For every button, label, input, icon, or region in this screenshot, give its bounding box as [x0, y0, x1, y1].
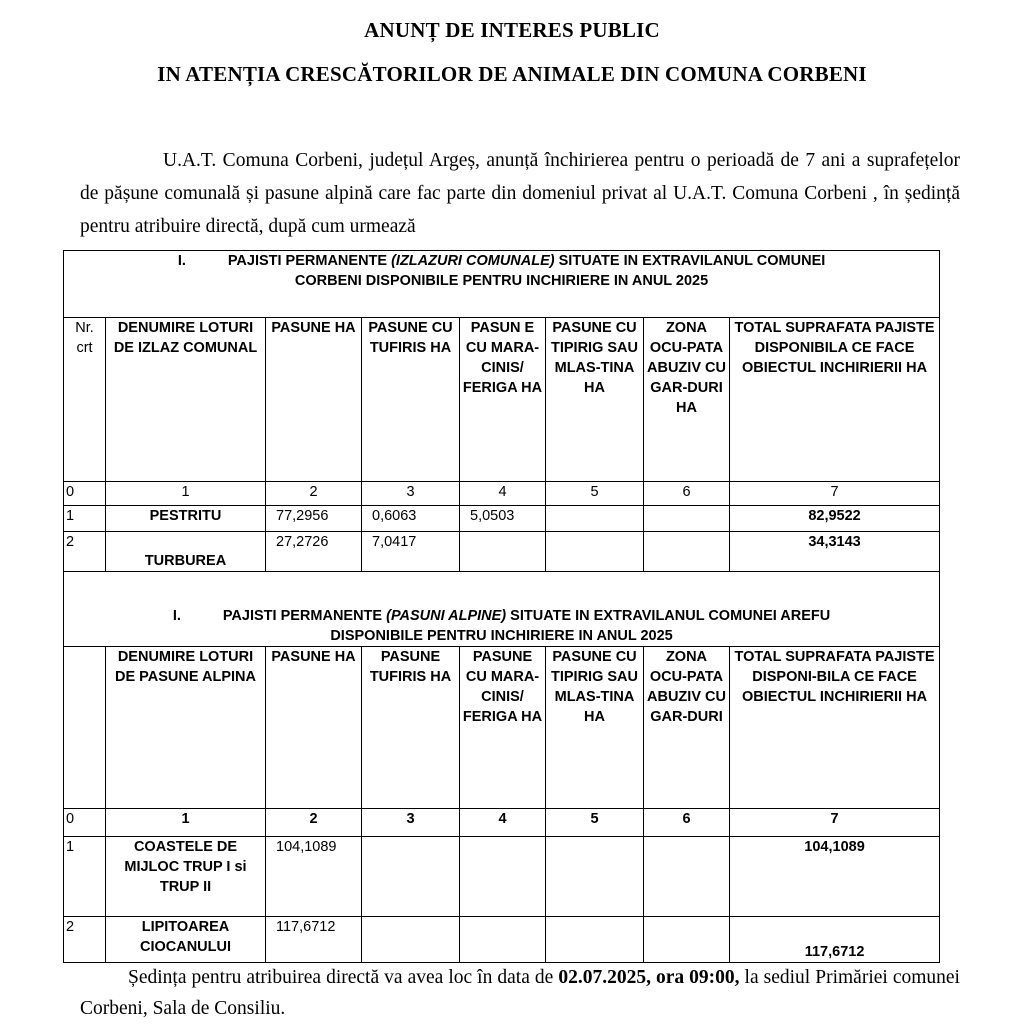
col-header-total: TOTAL SUPRAFATA PAJISTE DISPONIBILA CE FACE OBIECTUL INCHIRIERII HA [730, 318, 940, 482]
footer-location: la sediul Primăriei comunei Corbeni, Sala de Consiliu. [80, 967, 960, 1019]
row-tipirig [546, 532, 644, 572]
col-header-zona: ZONA OCU-PATA ABUZIV CU GAR-DURI [644, 647, 730, 809]
col-header-name: DENUMIRE LOTURI DE IZLAZ COMUNAL [106, 318, 266, 482]
row-maracinis [460, 532, 546, 572]
col-header-zona: ZONA OCU-PATA ABUZIV CU GAR-DURI HA [644, 318, 730, 482]
row-name: PESTRITU [106, 506, 266, 532]
row-total: 117,6712 [730, 917, 940, 963]
col-header-tufiris: PASUNE CU TUFIRIS HA [362, 318, 460, 482]
section1-number-row [64, 482, 940, 506]
row-tipirig [546, 837, 644, 917]
row-zona [644, 506, 730, 532]
row-zona [644, 532, 730, 572]
row-nr: 2 [64, 532, 106, 572]
table-row [64, 837, 940, 917]
col-header-pasune: PASUNE HA [266, 318, 362, 482]
row-maracinis: 5,0503 [460, 506, 546, 532]
row-total: 104,1089 [730, 837, 940, 917]
col-header-tipirig: PASUNE CU TIPIRIG SAU MLAS-TINA HA [546, 647, 644, 809]
footer-text: Ședința pentru atribuirea directă va avea loc în data de [128, 967, 559, 988]
page-title: ANUNȚ DE INTERES PUBLIC [364, 18, 660, 42]
num-cell: 2 [266, 482, 362, 506]
num-cell: 0 [64, 809, 106, 837]
section1-heading-row [64, 251, 940, 318]
num-cell: 5 [546, 482, 644, 506]
table-row [64, 532, 940, 572]
row-tufiris: 7,0417 [362, 532, 460, 572]
row-pasune: 77,2956 [266, 506, 362, 532]
num-cell: 3 [362, 809, 460, 837]
section1-header-row [64, 318, 940, 482]
num-cell: 7 [730, 809, 940, 837]
num-cell: 5 [546, 809, 644, 837]
row-pasune: 27,2726 [266, 532, 362, 572]
section2-heading: I. PAJISTI PERMANENTE (PASUNI ALPINE) SITUATE IN EXTRAVILANUL COMUNEI AREFU DISPONIBILE PENTRU INCHIRIERE IN ANUL 2025 [64, 572, 940, 647]
row-tufiris [362, 917, 460, 963]
num-cell: 3 [362, 482, 460, 506]
row-pasune: 104,1089 [266, 837, 362, 917]
page-subtitle: IN ATENȚIA CRESCĂTORILOR DE ANIMALE DIN COMUNA CORBENI [157, 62, 867, 86]
col-header-nr: Nr. crt [64, 318, 106, 482]
num-cell: 1 [106, 809, 266, 837]
row-name: TURBUREA [106, 532, 266, 572]
col-header-tipirig: PASUNE CU TIPIRIG SAU MLAS-TINA HA [546, 318, 644, 482]
num-cell: 7 [730, 482, 940, 506]
num-cell: 2 [266, 809, 362, 837]
num-cell: 6 [644, 809, 730, 837]
section2-header-row [64, 647, 940, 809]
row-tufiris [362, 837, 460, 917]
table-row [64, 917, 940, 963]
row-nr: 1 [64, 506, 106, 532]
num-cell: 6 [644, 482, 730, 506]
row-maracinis [460, 837, 546, 917]
row-tipirig [546, 917, 644, 963]
col-header-tufiris: PASUNE TUFIRIS HA [362, 647, 460, 809]
col-header-maracinis: PASUNE CU MARA-CINIS/ FERIGA HA [460, 647, 546, 809]
col-header-pasune: PASUNE HA [266, 647, 362, 809]
section2-number-row [64, 809, 940, 837]
row-tipirig [546, 506, 644, 532]
num-cell: 0 [64, 482, 106, 506]
row-total: 34,3143 [730, 532, 940, 572]
row-zona [644, 917, 730, 963]
row-maracinis [460, 917, 546, 963]
row-name: LIPITOAREA CIOCANULUI [106, 917, 266, 963]
row-nr: 1 [64, 837, 106, 917]
intro-paragraph: U.A.T. Comuna Corbeni, județul Argeș, anunță închirierea pentru o perioadă de 7 ani a suprafețelor de pășune comunală și pasune alpină care fac parte din domeniul privat al U.A.T. Comuna Corbeni , în ședință pentru atribuire directă, după cum urmează [80, 150, 960, 237]
row-nr: 2 [64, 917, 106, 963]
row-tufiris: 0,6063 [362, 506, 460, 532]
row-total: 82,9522 [730, 506, 940, 532]
col-header-total: TOTAL SUPRAFATA PAJISTE DISPONI-BILA CE FACE OBIECTUL INCHIRIERII HA [730, 647, 940, 809]
row-zona [644, 837, 730, 917]
meeting-date-time: 02.07.2025, ora 09:00, [558, 967, 740, 988]
num-cell: 1 [106, 482, 266, 506]
num-cell: 4 [460, 809, 546, 837]
footer-paragraph [80, 962, 960, 1024]
row-pasune: 117,6712 [266, 917, 362, 963]
num-cell: 4 [460, 482, 546, 506]
pasture-table [63, 250, 940, 963]
col-header-maracinis: PASUN E CU MARA-CINIS/ FERIGA HA [460, 318, 546, 482]
section2-heading-row [64, 572, 940, 647]
col-header-nr [64, 647, 106, 809]
section1-heading: I. PAJISTI PERMANENTE (IZLAZURI COMUNALE) SITUATE IN EXTRAVILANUL COMUNEI CORBENI DISPONIBILE PENTRU INCHIRIERE IN ANUL 2025 [64, 251, 940, 318]
table-row [64, 506, 940, 532]
row-name: COASTELE DE MIJLOC TRUP I si TRUP II [106, 837, 266, 917]
col-header-name: DENUMIRE LOTURI DE PASUNE ALPINA [106, 647, 266, 809]
